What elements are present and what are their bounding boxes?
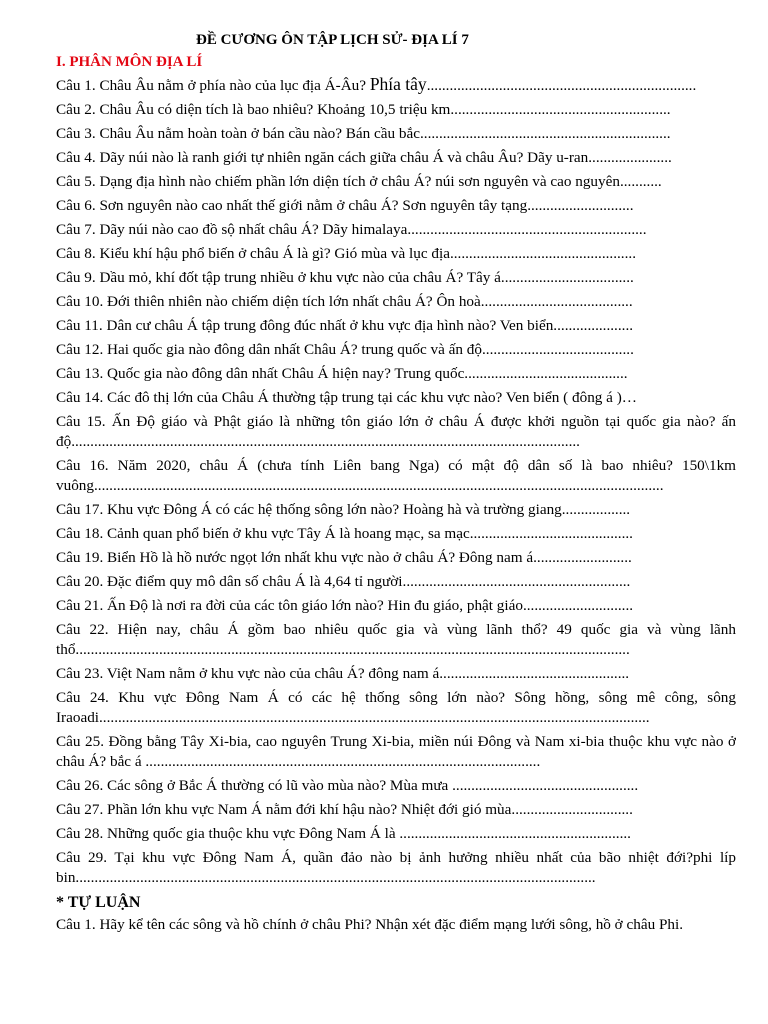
question-list [56,74,736,888]
question-text: Câu 1. Châu Âu nằm ở phía nào của lục địa Á-Âu? [56,77,370,94]
question-15: Câu 15. Ấn Độ giáo và Phật giáo là những tôn giáo lớn ở châu Á được khởi nguồn tại quốc gia nào? ấn độ...................................................................................................................................... [56,413,736,450]
question-5: Câu 5. Dạng địa hình nào chiếm phần lớn diện tích ở châu Á? núi sơn nguyên và cao nguyên........... [56,173,662,190]
question-26: Câu 26. Các sông ở Bắc Á thường có lũ vào mùa nào? Mùa mưa ................................................. [56,777,639,794]
question-9: Câu 9. Dầu mỏ, khí đốt tập trung nhiều ở khu vực nào của châu Á? Tây á................................... [56,269,634,286]
question-28: Câu 28. Những quốc gia thuộc khu vực Đông Nam Á là ............................................................. [56,825,631,842]
answer-dots: ....................................................................... [426,77,697,94]
answer-text: Phía tây [369,74,427,94]
question-7: Câu 7. Dãy núi nào cao đồ sộ nhất châu Á? Dãy himalaya............................................................... [56,221,647,238]
question-20: Câu 20. Đặc điểm quy mô dân số châu Á là 4,64 tỉ người............................................................ [56,573,631,590]
question-21: Câu 21. Ấn Độ là nơi ra đời của các tôn giáo lớn nào? Hin đu giáo, phật giáo............................. [56,597,634,614]
question-1 [56,74,736,96]
section-heading: I. PHÂN MÔN ĐỊA LÍ [56,54,203,70]
question-22: Câu 22. Hiện nay, châu Á gồm bao nhiêu quốc gia và vùng lãnh thổ? 49 quốc gia và vùng lãnh thổ.................................................................................................................................................. [56,621,736,658]
essay-question: Câu 1. Hãy kể tên các sông và hồ chính ở châu Phi? Nhận xét đặc điểm mạng lưới sông, hồ ở châu Phi. [56,916,684,933]
document-page [56,30,736,935]
question-25: Câu 25. Đồng bằng Tây Xi-bia, cao nguyên Trung Xi-bia, miền núi Đông và Nam xi-bia thuộc khu vực nào ở châu Á? bắc á ........................................................................................................ [56,733,736,770]
essay-heading: * TỰ LUẬN [56,894,141,911]
question-12: Câu 12. Hai quốc gia nào đông dân nhất Châu Á? trung quốc và ấn độ........................................ [56,341,634,358]
question-27: Câu 27. Phần lớn khu vực Nam Á nằm đới khí hậu nào? Nhiệt đới gió mùa................................ [56,801,633,818]
question-17: Câu 17. Khu vực Đông Á có các hệ thống sông lớn nào? Hoàng hà và trường giang.................. [56,501,631,518]
question-18: Câu 18. Cảnh quan phổ biến ở khu vực Tây Á là hoang mạc, sa mạc........................................... [56,525,633,542]
question-11: Câu 11. Dân cư châu Á tập trung đông đúc nhất ở khu vực địa hình nào? Ven biển..................... [56,317,634,334]
question-2: Câu 2. Châu Âu có diện tích là bao nhiêu? Khoảng 10,5 triệu km.......................................................... [56,101,671,118]
question-29: Câu 29. Tại khu vực Đông Nam Á, quần đảo nào bị ảnh hưởng nhiều nhất của bão nhiệt đới?phi líp bin......................................................................................................................................... [56,849,736,886]
question-4: Câu 4. Dãy núi nào là ranh giới tự nhiên ngăn cách giữa châu Á và châu Âu? Dãy u-ran...................... [56,149,672,166]
question-3: Câu 3. Châu Âu nằm hoàn toàn ở bán cầu nào? Bán cầu bắc.................................................................. [56,125,671,142]
question-10: Câu 10. Đới thiên nhiên nào chiếm diện tích lớn nhất châu Á? Ôn hoà........................................ [56,293,633,310]
question-19: Câu 19. Biển Hồ là hồ nước ngọt lớn nhất khu vực nào ở châu Á? Đông nam á.......................... [56,549,632,566]
question-14: Câu 14. Các đô thị lớn của Châu Á thường tập trung tại các khu vực nào? Ven biển ( đông á )… [56,389,637,406]
question-13: Câu 13. Quốc gia nào đông dân nhất Châu Á hiện nay? Trung quốc........................................... [56,365,628,382]
question-24: Câu 24. Khu vực Đông Nam Á có các hệ thống sông lớn nào? Sông hồng, sông mê công, sông Iraoadi................................................................................................................................................. [56,689,736,726]
question-23: Câu 23. Việt Nam nằm ở khu vực nào của châu Á? đông nam á.................................................. [56,665,630,682]
question-6: Câu 6. Sơn nguyên nào cao nhất thế giới nằm ở châu Á? Sơn nguyên tây tạng............................ [56,197,634,214]
document-title: ĐỀ CƯƠNG ÔN TẬP LỊCH SỬ- ĐỊA LÍ 7 [196,32,469,48]
question-16: Câu 16. Năm 2020, châu Á (chưa tính Liên bang Nga) có mật độ dân số là bao nhiêu? 150\1km vuông...................................................................................................................................................... [56,457,736,494]
question-8: Câu 8. Kiểu khí hậu phổ biến ở châu Á là gì? Gió mùa và lục địa................................................. [56,245,636,262]
